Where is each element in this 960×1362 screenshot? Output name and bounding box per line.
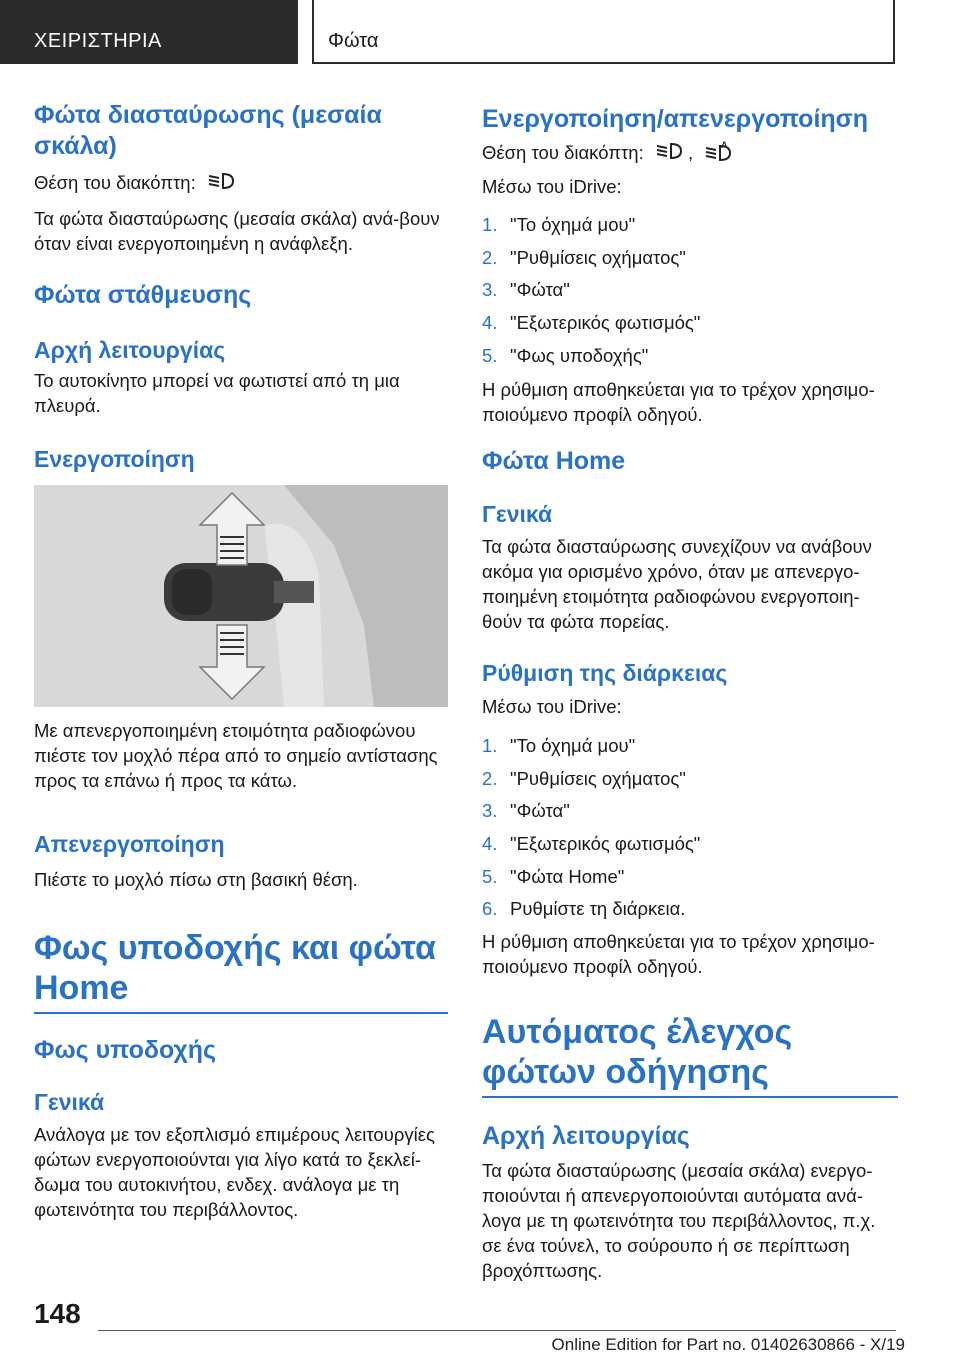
duration-title: Ρύθμιση της διάρκειας — [482, 660, 728, 686]
onoff-title: Ενεργοποίηση/απενεργοποίηση — [482, 105, 869, 133]
list-number: 3. — [482, 279, 498, 301]
general-title-right: Γενικά — [482, 501, 553, 527]
list-item — [482, 343, 898, 368]
right-column — [482, 100, 898, 1290]
deactivation-text: Πιέστε το μοχλό πίσω στη βασική θέση. — [34, 869, 358, 890]
list-item — [482, 733, 898, 758]
list-item-text: Ρυθμίστε τη διάρκεια. — [510, 898, 686, 920]
list-number: 1. — [482, 735, 498, 756]
principle-title: Αρχή λειτουργίας — [34, 337, 226, 363]
list-number: 3. — [482, 800, 498, 822]
list-item-text: "Το όχημά μου" — [510, 214, 636, 235]
list-item-text: "Φώτα" — [510, 800, 570, 822]
list-item-text: "Φώτα Home" — [510, 865, 625, 887]
list-item-text: "Φως υποδοχής" — [510, 344, 649, 366]
saved-text-2: Η ρύθμιση αποθηκεύεται για το τρέχον χρησιμο-ποιούμενο προφίλ οδηγού. — [482, 931, 875, 977]
header-section-label: ΧΕΙΡΙΣΤΗΡΙΑ — [34, 30, 162, 52]
switch-position-line-right — [482, 140, 898, 168]
list-number: 1. — [482, 214, 498, 235]
page-number: 148 — [34, 1298, 81, 1329]
header-topic-label: Φώτα — [328, 30, 379, 52]
low-beam-icon — [207, 171, 235, 197]
list-item — [482, 245, 898, 270]
daytime-text: Τα φώτα διασταύρωσης (μεσαία σκάλα) ανά-βουν όταν είναι ενεργοποιημένη η ανάφλεξη. — [34, 208, 440, 254]
list-item-text: "Εξωτερικός φωτισμός" — [510, 312, 701, 334]
home-title: Φώτα Home — [482, 447, 626, 475]
list-number: 4. — [482, 833, 498, 855]
menu-path-list — [482, 212, 898, 375]
principle-text: Το αυτοκίνητο μπορεί να φωτιστεί από τη μια πλευρά. — [34, 370, 400, 416]
saved-text: Η ρύθμιση αποθηκεύεται για το τρέχον χρησιμο-ποιούμενο προφίλ οδηγού. — [482, 379, 875, 425]
list-number: 4. — [482, 312, 498, 334]
home-text: Τα φώτα διασταύρωσης συνεχίζουν να ανάβουν ακόμα για ορισμένο χρόνο, όταν με απενεργο-ποιημένη ετοιμότητα ραδιοφώνου ενεργοποιη-θούν τα φώτα πορείας. — [482, 536, 872, 632]
via-idrive-2: Μέσω του iDrive: — [482, 696, 622, 717]
list-item-text: "Το όχημά μου" — [510, 735, 636, 756]
duration-path-list — [482, 733, 898, 929]
switch-position-line — [34, 170, 448, 197]
general-title: Γενικά — [34, 1089, 105, 1115]
via-idrive: Μέσω του iDrive: — [482, 176, 622, 197]
list-item — [482, 896, 898, 921]
welcome-home-title: Φως υποδοχής και φώτα Home — [34, 928, 448, 1014]
svg-text:A: A — [721, 140, 728, 151]
auto-principle-title: Αρχή λειτουργίας — [482, 1122, 690, 1150]
comma-separator: , — [688, 142, 694, 163]
lever-illustration — [34, 485, 448, 707]
list-item — [482, 277, 898, 302]
list-number: 5. — [482, 865, 498, 887]
list-item-text: "Φώτα" — [510, 279, 570, 301]
list-item — [482, 864, 898, 889]
list-item-text: "Εξωτερικός φωτισμός" — [510, 833, 701, 855]
deactivation-title: Απενεργοποίηση — [34, 831, 225, 857]
list-item-text: "Ρυθμίσεις οχήματος" — [510, 246, 686, 268]
welcome-light-title: Φως υποδοχής — [34, 1036, 217, 1064]
header-topic — [312, 0, 895, 64]
list-item — [482, 831, 898, 856]
auto-title: Αυτόματος έλεγχος φώτων οδήγησης — [482, 1012, 898, 1098]
auto-light-icon — [704, 140, 732, 168]
left-column — [34, 100, 448, 1280]
switch-position-label-right: Θέση του διακόπτη: — [482, 142, 644, 163]
daytime-title: Φώτα διασταύρωσης (μεσαία σκάλα) — [34, 101, 382, 160]
footer-rule — [98, 1330, 896, 1331]
switch-position-label: Θέση του διακόπτη: — [34, 172, 196, 193]
parking-title: Φώτα στάθμευσης — [34, 281, 252, 309]
auto-principle-text: Τα φώτα διασταύρωσης (μεσαία σκάλα) ενεργο-ποιούνται ή απενεργοποιούνται αυτόματα ανά-λογα με τη φωτεινότητα του περιβάλλοντος, π.χ. σε ένα τούνελ, το σούρουπο ή σε περίπτωση βροχόπτωσης. — [482, 1160, 876, 1281]
list-item — [482, 766, 898, 791]
list-item-text: "Ρυθμίσεις οχήματος" — [510, 767, 686, 789]
header-section — [0, 0, 298, 64]
low-beam-icon — [655, 141, 683, 167]
activation-title: Ενεργοποίηση — [34, 446, 195, 472]
list-item — [482, 798, 898, 823]
list-item — [482, 212, 898, 237]
list-number: 6. — [482, 898, 498, 920]
activation-text: Με απενεργοποιημένη ετοιμότητα ραδιοφώνου πιέστε τον μοχλό πέρα από το σημείο αντίστασης προς τα επάνω ή προς τα κάτω. — [34, 720, 438, 791]
footer-edition: Online Edition for Part no. 01402630866 - X/19 — [551, 1335, 905, 1354]
list-item — [482, 310, 898, 335]
list-number: 2. — [482, 246, 498, 268]
list-number: 5. — [482, 344, 498, 366]
list-number: 2. — [482, 767, 498, 789]
general-text: Ανάλογα με τον εξοπλισμό επιμέρους λειτουργίες φώτων ενεργοποιούνται για λίγο κατά το ξεκλεί-δωμα του αυτοκινήτου, ενδεχ. ανάλογα με τη φωτεινότητα του περιβάλλοντος. — [34, 1124, 435, 1220]
